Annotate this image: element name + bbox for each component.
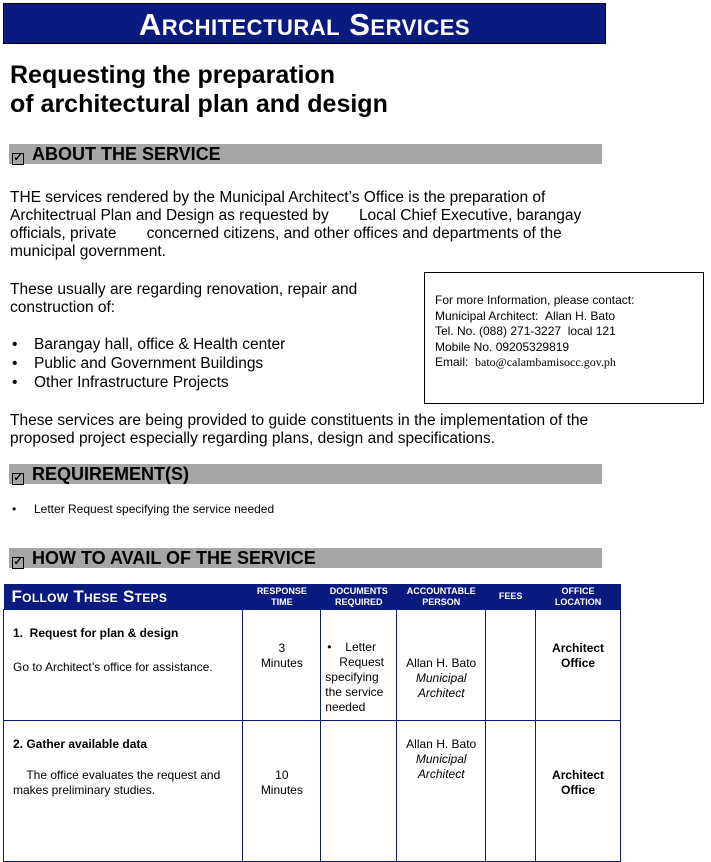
about-intro: THE services rendered by the Municipal Architect’s Office is the preparation of Architectrual Plan and Design as requested by Local Chief Executive, barangay officials, private concerned citizens, and other offices and departments of the municipal government. xyxy=(10,189,582,260)
response-time-unit: Minutes xyxy=(260,656,303,670)
person-name: Allan H. Bato xyxy=(406,656,477,670)
col-header-steps: Follow These Steps xyxy=(4,584,243,610)
contact-email-link[interactable]: bato@calambamisocc.gov.ph xyxy=(475,355,616,369)
page-title xyxy=(10,61,388,119)
step-cell xyxy=(4,721,243,862)
steps-table xyxy=(3,584,621,862)
fees-cell xyxy=(486,610,536,721)
documents-cell xyxy=(321,721,397,862)
col-header-documents: DOCUMENTS REQUIRED xyxy=(321,584,397,610)
page-title-line-2: of architectural plan and design xyxy=(10,90,388,118)
documents-text: Letter xyxy=(345,640,376,654)
steps-header-row xyxy=(4,584,621,610)
list-item: • Other Infrastructure Projects xyxy=(10,373,285,392)
documents-text: specifying the service needed xyxy=(325,670,384,714)
table-row xyxy=(4,610,621,721)
col-header-response-time: RESPONSE TIME xyxy=(243,584,321,610)
checkbox-icon: ✓ xyxy=(13,472,23,484)
step-desc: Go to Architect’s office for assistance. xyxy=(13,660,213,674)
response-time-value: 3 xyxy=(278,641,286,655)
requirements-heading-label: REQUIREMENT(S) xyxy=(32,464,189,484)
col-header-office: OFFICE LOCATION xyxy=(536,584,621,610)
contact-box xyxy=(424,272,704,404)
checkbox-icon: ✓ xyxy=(13,152,23,164)
table-row xyxy=(4,721,621,862)
contact-tel: Tel. No. (088) 271-3227 local 121 xyxy=(435,324,616,338)
list-item: • Barangay hall, office & Health center xyxy=(10,335,285,354)
step-cell xyxy=(4,610,243,721)
requirements-section-heading xyxy=(9,464,602,484)
office-cell xyxy=(536,721,621,862)
documents-cell xyxy=(321,610,397,721)
col-header-person: ACCOUNTABLE PERSON xyxy=(397,584,486,610)
contact-architect: Municipal Architect: Allan H. Bato xyxy=(435,308,616,323)
bullet: • xyxy=(327,640,332,654)
response-time-cell xyxy=(243,610,321,721)
office-location: Architect Office xyxy=(552,768,605,797)
requirements-list xyxy=(10,502,274,517)
contact-email-row xyxy=(435,355,693,371)
fees-cell xyxy=(486,721,536,862)
list-item: • Public and Government Buildings xyxy=(10,354,285,373)
contact-line: For more Information, please contact: xyxy=(435,293,635,307)
checkbox-icon: ✓ xyxy=(13,556,23,568)
person-role: Municipal Architect xyxy=(415,752,467,781)
contact-email-label: Email: xyxy=(435,355,476,369)
avail-heading-label: HOW TO AVAIL OF THE SERVICE xyxy=(32,548,316,568)
step-title: 2. Gather available data xyxy=(13,737,148,751)
about-section-heading xyxy=(9,144,602,164)
documents-text: Request xyxy=(339,655,384,669)
step-desc: The office evaluates the request and makes preliminary studies. xyxy=(13,768,221,797)
about-closing: These services are being provided to guide constituents in the implementation of the proposed project especially regarding plans, design and specifications. xyxy=(10,412,589,447)
col-header-fees: FEES xyxy=(486,584,536,610)
person-cell xyxy=(397,610,486,721)
person-name: Allan H. Bato xyxy=(406,737,477,751)
list-item: • Letter Request specifying the service needed xyxy=(10,502,274,517)
about-heading-label: ABOUT THE SERVICE xyxy=(32,144,221,164)
person-role: Municipal Architect xyxy=(415,671,467,700)
office-location: Architect Office xyxy=(552,641,605,670)
response-time-unit: Minutes xyxy=(260,783,303,797)
header-banner: Architectural Services xyxy=(3,3,606,44)
response-time-value: 10 xyxy=(275,768,289,782)
person-cell xyxy=(397,721,486,862)
avail-section-heading xyxy=(9,548,602,568)
contact-mobile: Mobile No. 09205329819 xyxy=(435,339,570,354)
step-title: 1. Request for plan & design xyxy=(13,626,179,640)
about-usually: These usually are regarding renovation, repair and construction of: xyxy=(10,281,358,316)
page-title-line-1: Requesting the preparation xyxy=(10,61,336,89)
construction-list xyxy=(10,335,285,392)
office-cell xyxy=(536,610,621,721)
response-time-cell xyxy=(243,721,321,862)
